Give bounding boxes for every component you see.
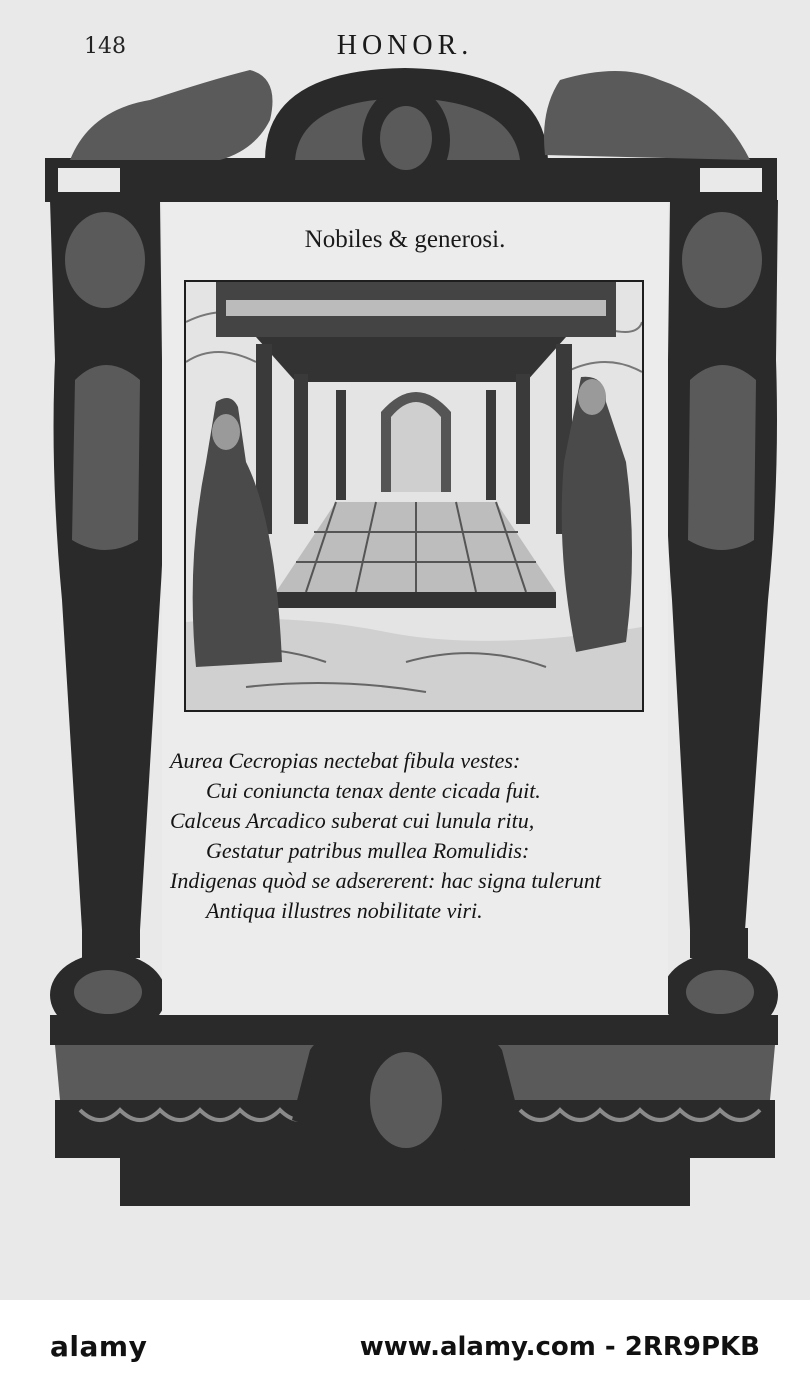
verse-line: Calceus Arcadico suberat cui lunula ritu, — [170, 808, 535, 833]
reclining-figure-left — [70, 70, 273, 160]
verse-line: Antiqua illustres nobilitate viri. — [206, 898, 483, 923]
caryatid-left — [50, 200, 165, 930]
emblem-motto: Nobiles & generosi. — [304, 226, 506, 253]
image-id: www.alamy.com - 2RR9PKB — [359, 1332, 760, 1362]
verse-line: Indigenas quòd se adsererent: hac signa tulerunt — [170, 868, 601, 893]
woodcut-illustration — [184, 280, 644, 712]
verse-line: Aurea Cecropias nectebat fibula vestes: — [170, 748, 521, 773]
verse-line: Cui coniuncta tenax dente cicada fuit. — [206, 778, 541, 803]
alamy-logo: alamy — [50, 1330, 148, 1363]
running-head — [0, 30, 810, 62]
page-number: 148 — [84, 34, 126, 59]
emblem-verse — [170, 746, 640, 926]
section-title: HONOR. — [336, 30, 474, 61]
reclining-figure-right — [544, 71, 750, 160]
watermark-footer — [0, 1300, 810, 1390]
verse-line: Gestatur patribus mullea Romulidis: — [206, 838, 530, 863]
caryatid-right — [666, 200, 778, 930]
